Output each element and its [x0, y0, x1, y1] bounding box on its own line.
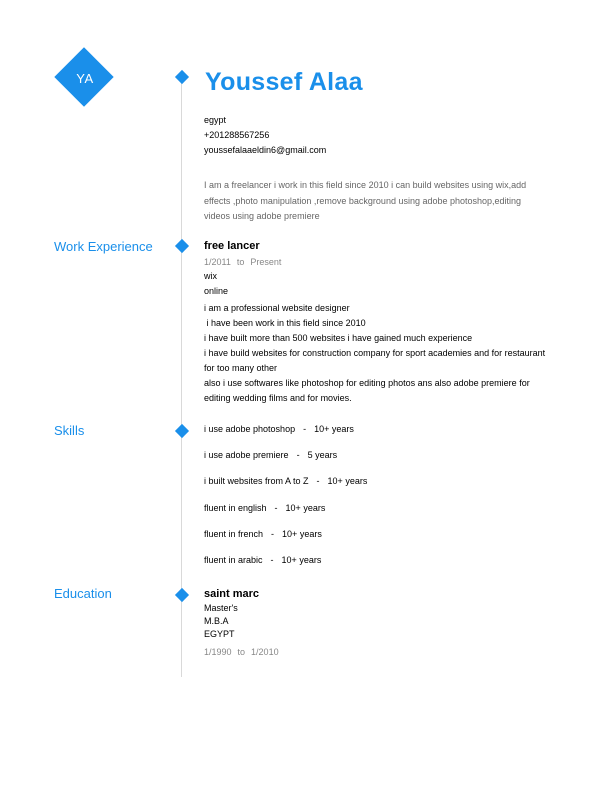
skill-item: [204, 555, 321, 565]
skill-name: fluent in arabic: [204, 555, 263, 565]
skill-separator: -: [303, 424, 307, 434]
education-diamond-icon: [175, 588, 189, 602]
contact-country: egypt: [204, 115, 227, 125]
education-country: EGYPT: [204, 629, 235, 639]
monogram-initials: YA: [76, 70, 94, 86]
summary-text: I am a freelancer i work in this field since 2010 i can build websites using wix,add effects ,photo manipulation ,remove background using adobe photoshop,editing videos using adobe premiere: [204, 180, 527, 221]
education-degree: Master's: [204, 603, 238, 613]
education-start-date: 1/1990: [204, 647, 232, 657]
skill-separator: -: [270, 555, 274, 565]
skill-level: 10+ years: [327, 476, 368, 486]
skills-diamond-icon: [175, 424, 189, 438]
skill-name: i built websites from A to Z: [204, 476, 309, 486]
contact-email: youssefalaaeldin6@gmail.com: [204, 145, 327, 155]
work-dates: [204, 257, 281, 267]
header-diamond-icon: [175, 70, 189, 84]
skill-level: 5 years: [307, 450, 338, 460]
skill-name: fluent in french: [204, 529, 264, 539]
work-location: online: [204, 286, 229, 296]
skill-separator: -: [274, 503, 278, 513]
education-details: [204, 602, 238, 641]
work-description-line: i have been work in this field since 2010: [204, 318, 366, 328]
skill-name: i use adobe photoshop: [204, 424, 296, 434]
work-description: [204, 301, 549, 406]
monogram: [55, 48, 115, 108]
skill-item: [204, 450, 337, 460]
school-name: saint marc: [204, 588, 260, 600]
work-date-to: to: [236, 257, 245, 267]
skill-separator: -: [316, 476, 320, 486]
skill-item: [204, 476, 367, 486]
section-title-skills: Skills: [54, 423, 85, 438]
education-date-to: to: [237, 647, 246, 657]
work-company: wix: [204, 271, 217, 281]
skill-level: 10+ years: [281, 555, 322, 565]
skill-level: 10+ years: [285, 503, 326, 513]
work-start-date: 1/2011: [204, 257, 231, 267]
work-diamond-icon: [175, 239, 189, 253]
skill-item: [204, 503, 325, 513]
work-description-line: i have built more than 500 websites i have gained much experience: [204, 333, 473, 343]
education-dates: [204, 647, 279, 657]
skill-name: fluent in english: [204, 503, 267, 513]
education-end-date: 1/2010: [251, 647, 279, 657]
section-title-education: Education: [54, 586, 112, 601]
work-description-line: i have build websites for construction company for sport academies and for restaurant for too many other: [204, 348, 546, 373]
work-end-date: Present: [250, 257, 282, 267]
contact-phone: +201288567256: [204, 130, 270, 140]
person-name: Youssef Alaa: [205, 68, 363, 96]
skill-separator: -: [271, 529, 275, 539]
skill-item: [204, 529, 322, 539]
section-title-work: Work Experience: [54, 239, 153, 254]
skill-separator: -: [296, 450, 300, 460]
skill-level: 10+ years: [282, 529, 322, 539]
job-title: free lancer: [204, 240, 260, 252]
work-description-line: i am a professional website designer: [204, 303, 350, 313]
contact-info: [204, 113, 326, 158]
skill-level: 10+ years: [314, 424, 354, 434]
work-company-block: [204, 269, 228, 299]
skill-item: [204, 424, 354, 434]
skill-name: i use adobe premiere: [204, 450, 289, 460]
work-description-line: also i use softwares like photoshop for editing photos ans also adobe premiere for editing wedding films and for movies.: [204, 378, 530, 403]
education-field: M.B.A: [204, 616, 229, 626]
